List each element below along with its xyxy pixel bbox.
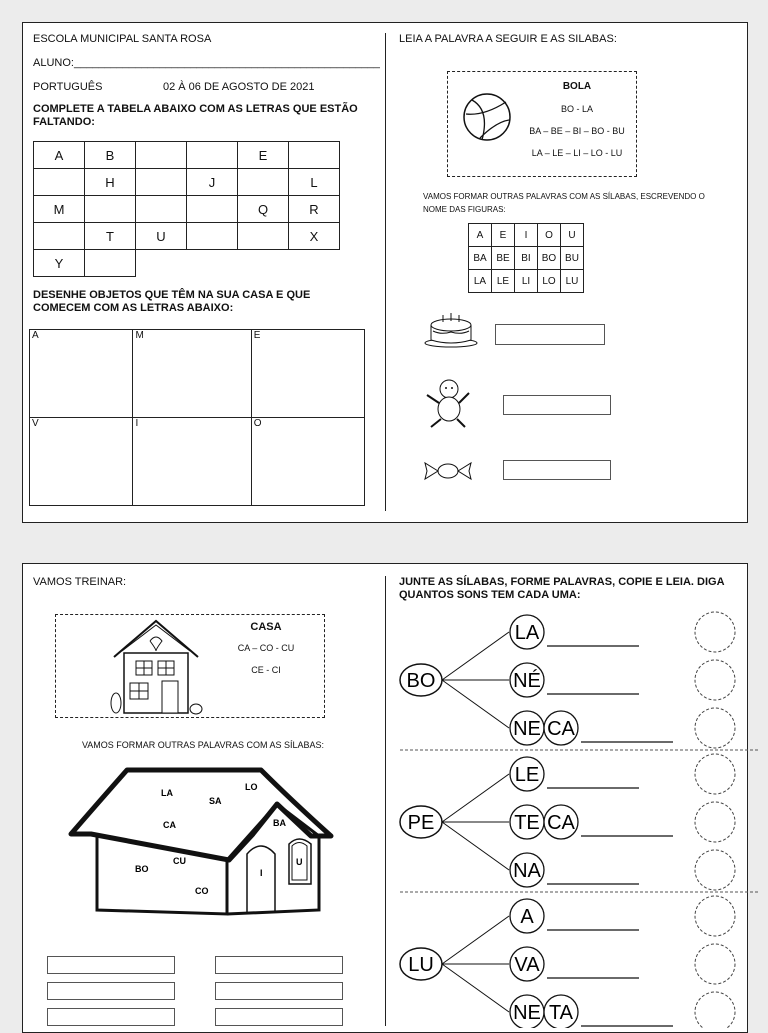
bola-box <box>447 71 637 177</box>
student-name-line: ALUNO:__________________________________________________ <box>33 57 380 69</box>
join-syllables-heading: JUNTE AS SÍLABAS, FORME PALAVRAS, COPIE E LEIA. DIGA QUANTOS SONS TEM CADA UMA: <box>399 576 725 601</box>
house-syllable-la: LA <box>161 788 173 798</box>
date-label: 02 À 06 DE AGOSTO DE 2021 <box>163 81 315 93</box>
bola-l-family: LA – LE – LI – LO - LU <box>531 148 623 158</box>
alphabet-table <box>33 141 340 277</box>
alphabet-letter-cell: T <box>85 223 136 250</box>
alphabet-row <box>34 250 340 277</box>
draw-cell-3[interactable]: E <box>251 330 364 418</box>
syllable-cell: BI <box>515 247 538 270</box>
syllable-cell: BE <box>492 247 515 270</box>
draw-cell-5[interactable]: I <box>133 418 251 506</box>
alphabet-letter-cell: Y <box>34 250 85 277</box>
alphabet-letter-cell: U <box>136 223 187 250</box>
instruction-form-words: VAMOS FORMAR OUTRAS PALAVRAS COM AS SÍLABAS, ESCREVENDO O NOME DAS FIGURAS: <box>423 192 705 214</box>
alphabet-letter-cell: A <box>34 142 85 169</box>
answer-box-3[interactable] <box>47 1008 175 1026</box>
root-syllable: PE <box>407 812 435 834</box>
alphabet-blank-cell[interactable] <box>136 169 187 196</box>
small-house-icon <box>108 617 204 717</box>
train-heading: VAMOS TREINAR: <box>33 576 127 588</box>
alphabet-row <box>34 223 340 250</box>
alphabet-row <box>34 169 340 196</box>
bola-syllables: BO - LA <box>560 104 593 114</box>
alphabet-blank-cell[interactable] <box>136 196 187 223</box>
branch-syllable: NÉ <box>513 670 541 692</box>
house-syllable-bo: BO <box>135 864 149 874</box>
instruction-complete-table: COMPLETE A TABELA ABAIXO COM AS LETRAS QUE ESTÃO FALTANDO: <box>33 103 358 128</box>
answer-box-cake[interactable] <box>495 324 605 345</box>
alphabet-blank-cell[interactable] <box>85 196 136 223</box>
answer-box-4[interactable] <box>215 956 343 974</box>
alphabet-letter-cell: E <box>238 142 289 169</box>
alphabet-letter-cell: X <box>289 223 340 250</box>
sound-count-circle[interactable] <box>695 660 735 700</box>
house-syllable-ba: BA <box>273 818 286 828</box>
draw-cell-4[interactable]: V <box>30 418 133 506</box>
sound-count-circle[interactable] <box>695 896 735 936</box>
house-syllable-cu: CU <box>173 856 186 866</box>
syllable-cell: I <box>515 224 538 247</box>
big-house-icon <box>67 764 337 924</box>
branch-syllable: VA <box>514 954 540 976</box>
cake-icon <box>421 309 481 349</box>
branch-syllable: NA <box>513 860 541 882</box>
syllable-cell: BA <box>469 247 492 270</box>
instruction-form-house: VAMOS FORMAR OUTRAS PALAVRAS COM AS SÍLABAS: <box>81 740 325 750</box>
syllable-cell: LU <box>561 270 584 293</box>
sound-count-circle[interactable] <box>695 612 735 652</box>
branch-syllable: CA <box>547 718 575 740</box>
syllable-row <box>469 224 584 247</box>
ball-icon <box>462 90 512 144</box>
syllable-cell: BU <box>561 247 584 270</box>
worksheet-page-2 <box>22 563 748 1033</box>
syllable-cell: LI <box>515 270 538 293</box>
sound-count-circle[interactable] <box>695 944 735 984</box>
syllable-tree <box>399 608 759 1028</box>
alphabet-blank-cell[interactable] <box>34 223 85 250</box>
syllable-cell: BO <box>538 247 561 270</box>
branch-line <box>442 680 509 728</box>
casa-box <box>55 614 325 718</box>
alphabet-letter-cell: R <box>289 196 340 223</box>
bola-b-family: BA – BE – BI – BO - BU <box>529 126 625 136</box>
answer-box-baby[interactable] <box>503 395 611 415</box>
answer-box-candy[interactable] <box>503 460 611 480</box>
branch-syllable: LA <box>514 622 540 644</box>
branch-syllable: TE <box>514 812 540 834</box>
branch-line <box>442 632 509 680</box>
branch-syllable: LE <box>514 764 540 786</box>
syllable-cell: E <box>492 224 515 247</box>
casa-syllables-1: CA – CO - CU <box>237 643 295 653</box>
sound-count-circle[interactable] <box>695 802 735 842</box>
syllable-cell: LO <box>538 270 561 293</box>
branch-syllable: NE <box>513 718 541 740</box>
page2-divider <box>385 576 386 1026</box>
syllable-grid <box>468 223 584 293</box>
alphabet-blank-cell[interactable] <box>187 196 238 223</box>
read-word-heading: LEIA A PALAVRA A SEGUIR E AS SILABAS: <box>399 33 617 45</box>
house-syllable-co: CO <box>195 886 209 896</box>
syllable-row <box>469 247 584 270</box>
branch-syllable: NE <box>513 1002 541 1024</box>
house-syllable-i: I <box>260 868 263 878</box>
alphabet-blank-cell[interactable] <box>85 250 136 277</box>
root-syllable: BO <box>406 670 436 692</box>
alphabet-blank-cell[interactable] <box>34 169 85 196</box>
answer-box-1[interactable] <box>47 956 175 974</box>
baby-icon <box>421 375 475 431</box>
syllable-cell: LA <box>469 270 492 293</box>
syllable-row <box>469 270 584 293</box>
school-name: ESCOLA MUNICIPAL SANTA ROSA <box>33 33 212 45</box>
worksheet-page-1 <box>22 22 748 523</box>
alphabet-letter-cell: H <box>85 169 136 196</box>
branch-line <box>442 774 509 822</box>
alphabet-letter-cell: Q <box>238 196 289 223</box>
house-syllable-ca: CA <box>163 820 176 830</box>
root-syllable: LU <box>408 954 434 976</box>
syllable-cell: LE <box>492 270 515 293</box>
sound-count-circle[interactable] <box>695 992 735 1028</box>
syllable-cell: A <box>469 224 492 247</box>
alphabet-letter-cell: J <box>187 169 238 196</box>
answer-box-5[interactable] <box>215 982 343 1000</box>
alphabet-blank-cell[interactable] <box>238 223 289 250</box>
branch-line <box>442 916 509 964</box>
branch-syllable: TA <box>548 1002 574 1024</box>
syllable-cell: O <box>538 224 561 247</box>
casa-syllables-2: CE - CI <box>251 665 281 675</box>
subject-label: PORTUGUÊS <box>33 81 103 93</box>
alphabet-blank-cell[interactable] <box>289 142 340 169</box>
alphabet-blank-cell[interactable] <box>238 169 289 196</box>
branch-line <box>442 964 509 1012</box>
bola-word: BOLA <box>562 81 592 92</box>
answer-box-6[interactable] <box>215 1008 343 1026</box>
alphabet-row <box>34 142 340 169</box>
alphabet-blank-cell[interactable] <box>136 142 187 169</box>
alphabet-blank-cell[interactable] <box>187 223 238 250</box>
draw-cell-6[interactable]: O <box>251 418 364 506</box>
instruction-draw-objects: DESENHE OBJETOS QUE TÊM NA SUA CASA E QUE COMECEM COM AS LETRAS ABAIXO: <box>33 289 311 314</box>
alphabet-blank-cell[interactable] <box>187 142 238 169</box>
drawing-table <box>29 329 365 506</box>
house-syllable-u: U <box>296 857 303 867</box>
alphabet-letter-cell: L <box>289 169 340 196</box>
page1-divider <box>385 33 386 511</box>
casa-word: CASA <box>250 621 282 633</box>
house-syllable-sa: SA <box>209 796 222 806</box>
alphabet-letter-cell: M <box>34 196 85 223</box>
branch-syllable: CA <box>547 812 575 834</box>
branch-line <box>442 822 509 870</box>
draw-cell-2[interactable]: M <box>133 330 251 418</box>
alphabet-letter-cell: B <box>85 142 136 169</box>
house-syllable-lo: LO <box>245 782 258 792</box>
draw-cell-1[interactable]: A <box>30 330 133 418</box>
branch-syllable: A <box>520 906 534 928</box>
candy-icon <box>421 459 475 483</box>
sound-count-circle[interactable] <box>695 754 735 794</box>
syllable-cell: U <box>561 224 584 247</box>
answer-box-2[interactable] <box>47 982 175 1000</box>
sound-count-circle[interactable] <box>695 850 735 890</box>
sound-count-circle[interactable] <box>695 708 735 748</box>
alphabet-row <box>34 196 340 223</box>
